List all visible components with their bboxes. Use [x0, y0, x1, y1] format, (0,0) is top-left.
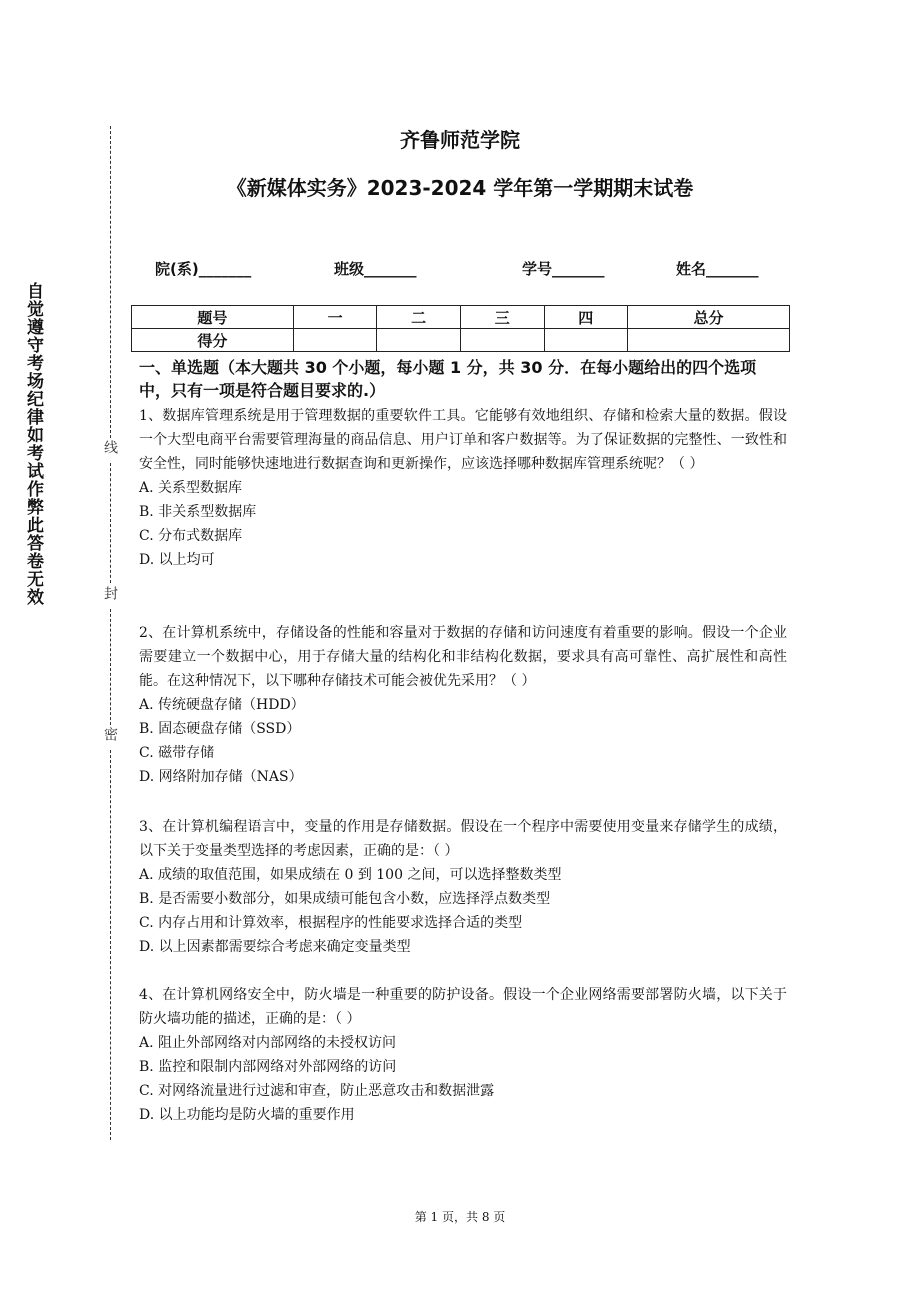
question-stem: 3、在计算机编程语言中，变量的作用是存储数据。假设在一个程序中需要使用变量来存储学生的成绩，以下关于变量类型选择的考虑因素，正确的是：（ ）: [139, 819, 787, 859]
question-option: B. 固态硬盘存储（SSD）: [139, 721, 301, 737]
score-table: [131, 305, 790, 352]
question-4: [139, 983, 787, 1127]
question-option: C. 磁带存储: [139, 745, 215, 761]
question-option: B. 是否需要小数部分，如果成绩可能包含小数，应选择浮点数类型: [139, 891, 551, 907]
score-header-cell: 四: [544, 306, 628, 329]
question-option: A. 成绩的取值范围，如果成绩在 0 到 100 之间，可以选择整数类型: [139, 867, 562, 883]
school-name: 齐鲁师范学院: [400, 128, 520, 152]
exam-title: 《新媒体实务》2023-2024 学年第一学期期末试卷: [226, 176, 694, 200]
question-stem: 2、在计算机系统中，存储设备的性能和容量对于数据的存储和访问速度有着重要的影响。假设一个企业需要建立一个数据中心，用于存储大量的结构化和非结构化数据，要求具有高可靠性、高扩展性和高性能。在这种情况下，以下哪种存储技术可能会被优先采用？（ ）: [139, 625, 787, 689]
question-stem: 1、数据库管理系统是用于管理数据的重要软件工具。它能够有效地组织、存储和检索大量的数据。假设一个大型电商平台需要管理海量的商品信息、用户订单和客户数据等。为了保证数据的完整性、一致性和安全性，同时能够快速地进行数据查询和更新操作，应该选择哪种数据库管理系统呢？（ ）: [139, 408, 787, 472]
score-table-header-row: [132, 306, 790, 329]
page-number: 第 1 页，共 8 页: [414, 1210, 506, 1224]
question-1: [139, 404, 787, 572]
question-option: A. 传统硬盘存储（HDD）: [139, 697, 305, 713]
score-header-cell: 三: [460, 306, 544, 329]
score-table-score-row: [132, 329, 790, 352]
seal-dashed-line: [110, 463, 111, 583]
department-field: 院(系)_______: [155, 260, 252, 278]
seal-dashed-line: [110, 750, 111, 1140]
score-cell: [377, 329, 461, 352]
question-option: D. 以上均可: [139, 552, 215, 568]
question-stem: 4、在计算机网络安全中，防火墙是一种重要的防护设备。假设一个企业网络需要部署防火墙，以下关于防火墙功能的描述，正确的是：（ ）: [139, 987, 787, 1027]
class-field: 班级_______: [334, 260, 417, 278]
question-option: D. 以上功能均是防火墙的重要作用: [139, 1107, 355, 1123]
name-field: 姓名_______: [676, 260, 759, 278]
score-header-cell: 二: [377, 306, 461, 329]
seal-dashed-line: [110, 609, 111, 725]
score-header-cell: 题号: [132, 306, 294, 329]
question-option: B. 非关系型数据库: [139, 504, 257, 520]
score-cell: [628, 329, 790, 352]
question-option: A. 阻止外部网络对内部网络的未授权访问: [139, 1035, 397, 1051]
question-option: D. 以上因素都需要综合考虑来确定变量类型: [139, 939, 411, 955]
question-option: D. 网络附加存储（NAS）: [139, 769, 303, 785]
question-option: C. 对网络流量进行过滤和审查，防止恶意攻击和数据泄露: [139, 1083, 495, 1099]
score-cell: [544, 329, 628, 352]
seal-mark-xian: 线: [102, 440, 118, 454]
score-header-cell: 总分: [628, 306, 790, 329]
section-heading: 一、单选题（本大题共 30 个小题，每小题 1 分，共 30 分．在每小题给出的四个选项中，只有一项是符合题目要求的.）: [139, 358, 757, 400]
question-option: B. 监控和限制内部网络对外部网络的访问: [139, 1059, 397, 1075]
question-3: [139, 815, 787, 959]
student-id-field: 学号_______: [522, 260, 605, 278]
seal-mark-feng: 封: [102, 586, 118, 600]
question-option: C. 内存占用和计算效率，根据程序的性能要求选择合适的类型: [139, 915, 523, 931]
seal-mark-mi: 密: [102, 727, 118, 741]
vertical-exam-notice: 自觉遵守考场纪律如考试作弊此答卷无效: [23, 282, 43, 606]
question-option: A. 关系型数据库: [139, 480, 243, 496]
score-cell: [460, 329, 544, 352]
score-row-label: 得分: [132, 329, 294, 352]
score-header-cell: 一: [293, 306, 377, 329]
question-2: [139, 621, 787, 789]
question-option: C. 分布式数据库: [139, 528, 243, 544]
seal-dashed-line: [110, 126, 111, 438]
score-cell: [293, 329, 377, 352]
